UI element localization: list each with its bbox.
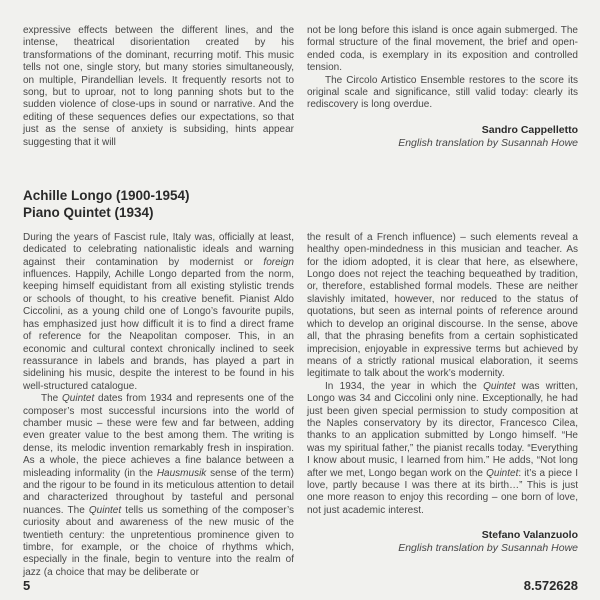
top-section [23, 25, 578, 150]
signature-block [307, 529, 578, 555]
paragraph: not be long before this island is once again submerged. The formal structure of the final movement, the brief and open-ended coda, is exemplary in its exposition and controlled tension. [307, 25, 578, 74]
article-right-paragraphs [307, 232, 578, 517]
paragraph: During the years of Fascist rule, Italy was, officially at least, dedicated to celebrating nationalistic ideals and warning against their contamination by modernist or foreign influences. Happily, Achille Longo departed from the norm, keeping himself equidistant from all existing stylistic trends or schools of thought, to his creative benefit. Pianist Aldo Ciccolini, as a young child one of Longo’s favourite pupils, has emphasized just how difficult it is to find a direct frame of reference for the Neapolitan composer. This, in an economic and cultural context chronically inclined to seek reassurance in labels and brands, has played a part in sidelining his music, despite the interest to be found in his well-structured catalogue. [23, 231, 294, 392]
paragraph: expressive effects between the different lines, and the intense, theatrical disorientation created by his transformations of the dominant, recurring motif. This music tells not one, single story, but many stories simultaneously, on multiple, Pirandellian levels. It frequently resorts not to song, but to uproar, not to long panning shots but to the sudden violence of close-ups in sound or narrative. And the editing of these sequences defies our expectations, so that just as the sense of anxiety is subsiding, hints appear suggesting that it will [23, 25, 294, 148]
paragraph: In 1934, the year in which the Quintet was written, Longo was 34 and Ciccolini only nine. Exceptionally, he had just been given special permission to study composition at the Naples conservatory by its director, Francesco Cilea, thanks to an application submitted by Longo himself. “He was my spiritual father,” the pianist recalls today. “Everything I know about music, I learned from him.” He adds, “Not long after we met, Longo began work on the Quintet: it’s a piece I love, partly because I was there at its birth…” This is just one more reason to enjoy this recording – one born of love, not just academic interest. [307, 380, 578, 516]
top-right-paragraphs [307, 25, 578, 112]
article-right-column [307, 232, 578, 579]
article-heading [23, 187, 578, 221]
composer-name-dates: Achille Longo (1900-1954) [23, 187, 190, 203]
article-left-column [23, 232, 294, 579]
article-body [23, 232, 578, 579]
top-right-column [307, 25, 578, 150]
work-title: Piano Quintet (1934) [23, 204, 154, 220]
author-name: Stefano Valanzuolo [481, 529, 578, 542]
translation-credit: English translation by Susannah Howe [398, 136, 578, 149]
translation-credit: English translation by Susannah Howe [398, 542, 578, 555]
catalog-number: 8.572628 [523, 578, 578, 593]
paragraph: The Circolo Artistico Ensemble restores to the score its original scale and significance, still valid today: clearly its rediscovery is long overdue. [307, 74, 578, 111]
page-number: 5 [23, 578, 31, 593]
top-left-column [23, 25, 294, 150]
signature-block [307, 124, 578, 150]
paragraph: The Quintet dates from 1934 and represents one of the composer’s most successful incursions into the world of chamber music – these were few and far between, adding even greater value to the best among them. The writing is dense, its melodic invention remarkably fresh in inspiration. As a whole, the piece achieves a fine balance between a misleading informality (in the Hausmusik sense of the term) and the rigour to be found in its meticulous attention to detail and characterized throughout by tasteful and personal nuances. The Quintet tells us something of the composer’s curiosity about and awareness of the new music of the twentieth century: the unpretentious prominence given to timbre, for example, or the choice of rhythms which, especially in the finale, begin to venture into the realm of jazz (a choice that may be deliberate or [23, 393, 294, 578]
paragraph: the result of a French influence) – such elements reveal a healthy open-mindedness in this musician and teacher. As for the idiom adopted, it is clear that here, as elsewhere, Longo does not reject the teaching bequeathed by tradition, or, therefore, established formal models. These are neither slavishly imitated, however, nor reduced to the status of quotations, but seen as internal points of reference around which to develop an original discourse. In the sense, above all, that the phrasing benefits from a certain sophisticated imprecision, enjoyable in expressive terms but achieved by means of a strictly rational musical elaboration, it seems legitimate to talk about the work’s modernity. [307, 231, 578, 380]
page-footer [23, 578, 578, 593]
author-name: Sandro Cappelletto [481, 123, 578, 136]
